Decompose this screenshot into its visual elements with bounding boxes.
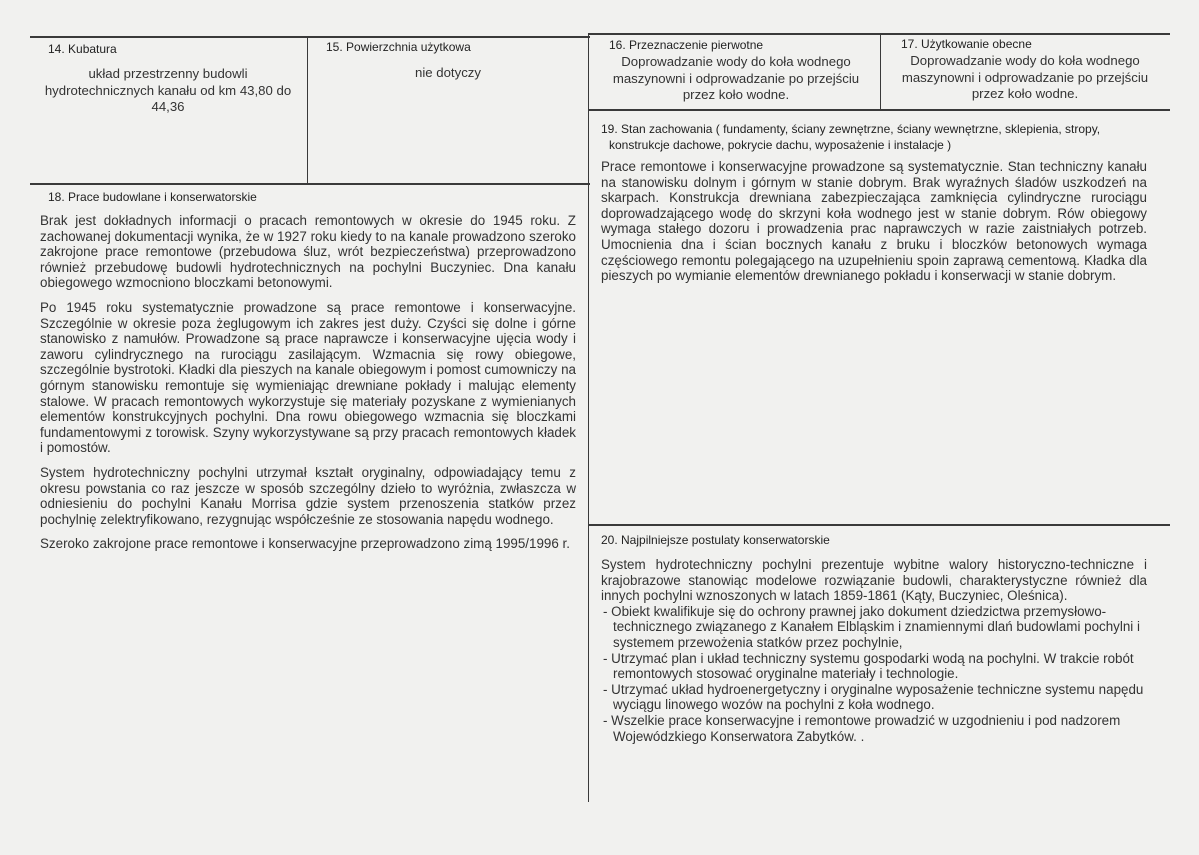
section-14-value: układ przestrzenny budowli hydrotechnicznych kanału od km 43,80 do 44,36: [44, 66, 292, 114]
section-16-value: Doprowadzanie wody do koła wodnego maszynowni i odprowadzanie po przejściu przez koło wodne.: [612, 54, 860, 102]
section-18-text: [40, 213, 576, 561]
section-20-label: 20. Najpilniejsze postulaty konserwatorskie: [601, 533, 830, 547]
section-przeznaczenie-pierwotne: [589, 35, 880, 109]
section-stan-zachowania: [589, 111, 1170, 524]
section-uzytkowanie-obecne: [881, 35, 1170, 109]
section-15-label: 15. Powierzchnia użytkowa: [326, 40, 471, 54]
section-18-paragraph: Szeroko zakrojone prace remontowe i konserwacyjne przeprowadzono zimą 1995/1996 r.: [40, 536, 570, 552]
section-19-label-line2: konstrukcje dachowe, pokrycie dachu, wyposażenie i instalacje ): [609, 138, 952, 152]
section-20-text: [601, 557, 1147, 744]
section-15-value: nie dotyczy: [415, 65, 481, 80]
section-kubatura: [30, 38, 307, 183]
section-18-paragraph: Po 1945 roku systematycznie prowadzone są prace remontowe i konserwacyjne. Szczególnie w okresie poza żeglugowym ich zakres jest duży. Czyści się dolne i górne stanowisko z namułów. Prowadzone są prace naprawcze i konserwacyjne ujęcia wody i zaworu cylindrycznego na rurociągu zasilającym. Wzmacnia się rowy obiegowe, szczególnie bystrotoki. Kładki dla pieszych na kanale obiegowym i pomost cumowniczy na górnym stanowisku remontuje się wymieniając drewniane pokłady i malując elementy stalowe. W pracach remontowych wykorzystuje się materiały pozyskane z wymienianych elementów konstrukcyjnych pochylni. Dna rowu obiegowego wzmacnia się bloczkami fundamentowymi z torowisk. Szyny wykorzystywane są przy pracach remontowych kładek i pomostów.: [40, 299, 576, 456]
section-20-list-item: - Utrzymać plan i układ techniczny systemu gospodarki wodą na pochylni. W trakcie robót remontowych stosować oryginalne materiały i technologie.: [603, 650, 1134, 682]
section-20-list-item: - Utrzymać układ hydroenergetyczny i oryginalne wyposażenie techniczne systemu napędu wyciągu linowego wozów na pochylni z koła wodnego.: [603, 681, 1144, 713]
section-powierzchnia: [308, 38, 588, 183]
section-18-paragraph: Brak jest dokładnych informacji o pracach remontowych w okresie do 1945 roku. Z zachowanej dokumentacji wynika, że w 1927 roku kiedy to na kanale prowadzono szeroko zakrojone prace remontowe (przebudowa śluz, wrót bezpieczeństwa) przeprowadzono również przebudowę budowli hydrotechnicznych na pochylni Buczyniec. Dna kanału obiegowego wzmocniono bloczkami betonowymi.: [40, 213, 576, 291]
section-19-text: Prace remontowe i konserwacyjne prowadzone są systematycznie. Stan techniczny kanału na stanowisku dolnym i górnym w stanie dobrym. Brak wyraźnych śladów uszkodzeń na skarpach. Konstrukcja drewniana zabezpieczająca zamknięcia cylindryczne rurociągu doprowadzającego wodę do skrzyni koła wodnego jest w stanie dobrym. Rów obiegowy wymaga stałego dozoru i prowadzenia prac naprawczych w razie zaistniałych potrzeb. Umocnienia dna i ścian bocznych kanału z bruku i bloczków betonowych wymaga częściowego remontu polegającego na uzupełnieniu spoin zaprawą cementową. Kładka dla pieszych po wymianie elementów drewnianego pokładu i konserwacji w stanie dobrym.: [601, 159, 1147, 284]
section-17-label: 17. Użytkowanie obecne: [901, 37, 1032, 51]
section-postulaty: [589, 526, 1170, 802]
section-18-label: 18. Prace budowlane i konserwatorskie: [48, 190, 257, 204]
section-18-paragraph: System hydrotechniczny pochylni utrzymał kształt oryginalny, odpowiadający temu z okresu powstania co raz jeszcze w sposób szczególny dzieło to wyróżnia, zwłaszcza w odniesieniu do pochylni Kanału Morrisa gdzie system przenoszenia statków przez pochylnię zelektryfikowano, rezygnując współcześnie ze stosowania napędu wodnego.: [40, 464, 576, 527]
section-20-list-item: - Obiekt kwalifikuje się do ochrony prawnej jako dokument dziedzictwa przemysłowo-technicznego związanego z Kanałem Elbląskim i znamiennymi dlań budowlami pochylni i systemem przewożenia statków przez pochylnie,: [603, 603, 1140, 650]
section-20-intro: System hydrotechniczny pochylni prezentuje wybitne walory historyczno-techniczne i krajobrazowe stanowiąc modelowe rozwiązanie budowli, charakterystyczne również dla innych pochylni wznoszonych w latach 1859-1861 (Kąty, Buczyniec, Oleśnica).: [601, 557, 1147, 604]
section-20-list-item: - Wszelkie prace konserwacyjne i remontowe prowadzić w uzgodnieniu i pod nadzorem Wojewódzkiego Konserwatora Zabytków. .: [603, 712, 1121, 744]
section-17-value: Doprowadzanie wody do koła wodnego maszynowni i odprowadzanie po przejściu przez koło wodne.: [901, 53, 1149, 101]
section-14-label: 14. Kubatura: [48, 42, 117, 56]
section-16-label: 16. Przeznaczenie pierwotne: [609, 38, 764, 52]
section-prace-budowlane: [30, 185, 588, 605]
section-19-label-line1: 19. Stan zachowania ( fundamenty, ściany zewnętrzne, ściany wewnętrzne, sklepienia, stropy,: [601, 122, 1101, 136]
